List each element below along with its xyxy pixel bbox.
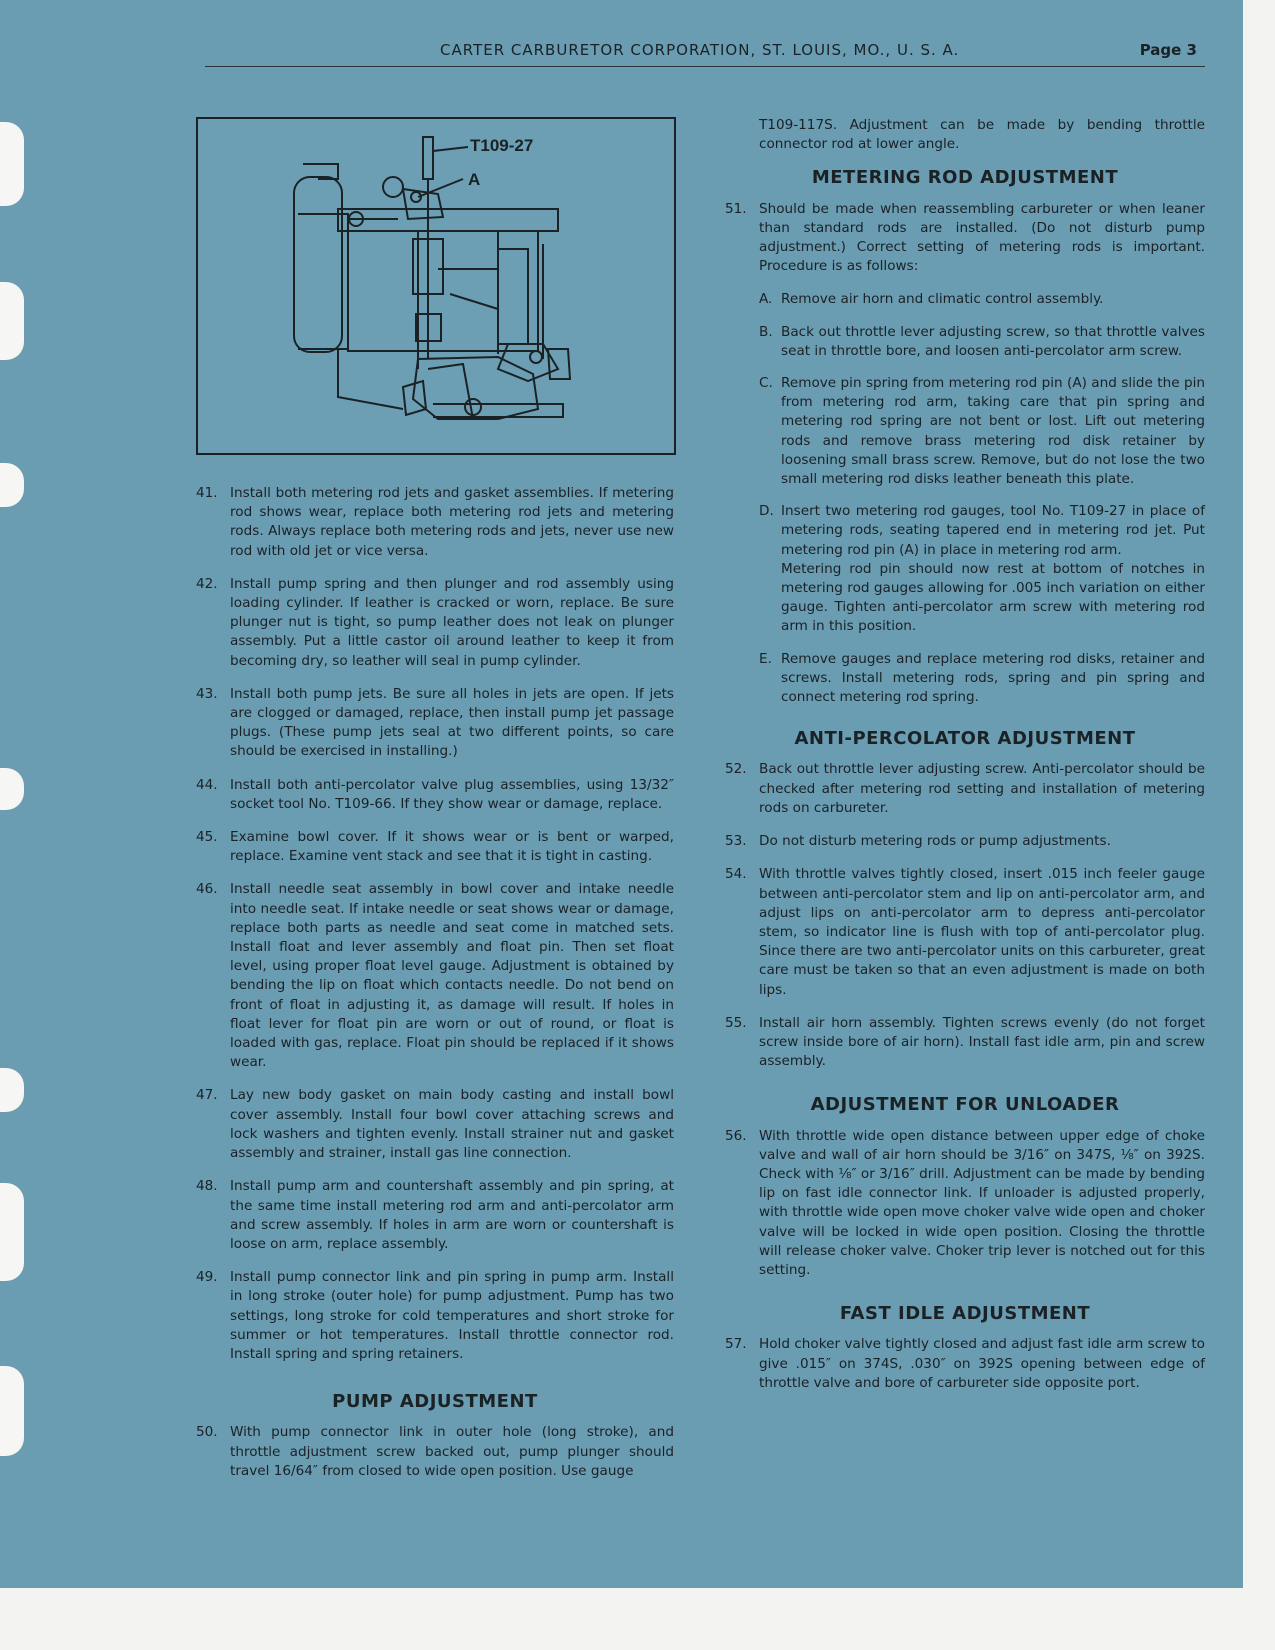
header-title: CARTER CARBURETOR CORPORATION, ST. LOUIS, MO., U. S. A.	[440, 41, 960, 59]
item-text: Install pump spring and then plunger and rod assembly using loading cylinder. If leather is cracked or worn, replace. Be sure plunger nut is tight, so pump leather does not leak on plunger assembly. Put a little castor oil around leather to keep it from becoming dry, so leather will seal in pump cylinder.	[230, 575, 674, 669]
item-number: 57.	[725, 1336, 747, 1353]
step-letter: E.	[759, 650, 772, 667]
item-text: Install pump arm and countershaft assembly and pin spring, at the same time install metering rod arm and anti-percolator arm and screw assembly. If holes in arm are worn or countershaft is loose on arm, replace assembly.	[230, 1178, 674, 1252]
binder-hole	[0, 1068, 24, 1112]
binder-hole	[0, 1183, 24, 1281]
item-text: With throttle wide open distance between upper edge of choke valve and wall of air horn should be 3/16″ on 347S, ⅛″ on 392S. Check with ⅛″ or 3/16″ drill. Adjustment can be made by bending lip on fast idle connector link. If unloader is adjusted properly, with throttle wide open move choker valve wide open and choker valve will be locked in wide open position. Closing the throttle will release choker valve. Choker trip lever is notched out for this setting.	[759, 1127, 1205, 1278]
binder-hole	[0, 463, 24, 507]
step-text: Remove air horn and climatic control assembly.	[781, 291, 1104, 308]
procedure-step	[725, 323, 1205, 361]
item-number: 43.	[196, 685, 218, 702]
item-number: 54.	[725, 866, 747, 883]
item-text: With throttle valves tightly closed, insert .015 inch feeler gauge between anti-percolator stem and lip on anti-percolator arm, and adjust lips on anti-percolator arm to depress anti-percolator stem, so indicator line is flush with top of anti-percolator plug. Since there are two anti-percolator units on this carbureter, great care must be taken so that an even adjustment is made on both lips.	[759, 866, 1205, 998]
continued-text: T109-117S. Adjustment can be made by bending throttle connector rod at lower angle.	[759, 117, 1205, 153]
binder-hole	[0, 768, 24, 810]
left-column	[196, 484, 674, 1495]
step-letter: C.	[759, 375, 773, 392]
figure-label-a: A	[468, 170, 481, 189]
item-number: 55.	[725, 1014, 747, 1031]
figure-label-tool: T109-27	[470, 136, 534, 155]
instruction-item	[725, 1335, 1205, 1393]
instruction-item	[725, 865, 1205, 999]
instruction-item	[196, 828, 674, 866]
page-header	[205, 38, 1205, 67]
step-note: Metering rod pin should now rest at bottom of notches in metering rod gauges allowing for .005 inch variation on either gauge. Tighten anti-percolator arm screw with metering rod arm in this position.	[781, 560, 1205, 635]
step-letter: A.	[759, 291, 773, 308]
step-text: Insert two metering rod gauges, tool No. T109-27 in place of metering rods, seating tapered end in metering rod jet. Put metering rod pin (A) in place in metering rod arm.	[781, 503, 1205, 558]
item-text: With pump connector link in outer hole (long stroke), and throttle adjustment screw backed out, pump plunger should travel 16/64″ from closed to wide open position. Use gauge	[230, 1424, 674, 1479]
binder-hole	[0, 122, 24, 206]
instruction-item	[725, 200, 1205, 277]
item-text: Back out throttle lever adjusting screw. Anti-percolator should be checked after metering rod setting and installation of metering rods on carbureter.	[759, 761, 1205, 816]
instruction-item	[725, 832, 1205, 851]
item-text: Install air horn assembly. Tighten screws evenly (do not forget screw inside bore of air horn). Install fast idle arm, pin and screw assembly.	[759, 1014, 1205, 1070]
right-column	[725, 116, 1205, 1407]
item-number: 42.	[196, 575, 218, 592]
item-text: Examine bowl cover. If it shows wear or is bent or warped, replace. Examine vent stack and see that it is tight in casting.	[230, 829, 674, 865]
item-text: Install both pump jets. Be sure all holes in jets are open. If jets are clogged or damaged, replace, then install pump jet passage plugs. (These pump jets seal at two different points, so care should be exercised in installing.)	[230, 685, 674, 760]
item-number: 56.	[725, 1127, 747, 1144]
procedure-step	[725, 650, 1205, 708]
instruction-item	[196, 1268, 674, 1364]
procedure-step	[725, 502, 1205, 636]
instruction-item	[196, 1423, 674, 1481]
step-text: Back out throttle lever adjusting screw, so that throttle valves seat in throttle bore, and loosen anti-percolator arm screw.	[781, 323, 1205, 359]
item-number: 41.	[196, 485, 218, 501]
item-text: Install pump connector link and pin spring in pump arm. Install in long stroke (outer hole) for pump adjustment. Pump has two settings, long stroke for cold temperatures and short stroke for summer or hot temperatures. Install throttle connector rod. Install spring and spring retainers.	[230, 1269, 674, 1362]
unloader-heading: ADJUSTMENT FOR UNLOADER	[810, 1094, 1120, 1116]
item-text: Lay new body gasket on main body casting and install bowl cover assembly. Install four bowl cover attaching screws and lock washers and tighten evenly. Install strainer nut and gasket assembly and strainer, install gas line connection.	[230, 1087, 674, 1162]
item-number: 49.	[196, 1269, 218, 1286]
binder-hole	[0, 282, 24, 360]
step-text: Remove pin spring from metering rod pin (A) and slide the pin from metering rod arm, taking care that pin spring and metering rod spring are not bent or lost. Lift out metering rods and remove brass metering rod disk retainer by loosening small brass screw. Remove, but do not lose the two small metering rod disks leather beneath this plate.	[781, 375, 1205, 488]
metering-rod-heading: METERING ROD ADJUSTMENT	[811, 167, 1119, 189]
item-text: Should be made when reassembling carbureter or when leaner than standard rods are installed. (Do not disturb pump adjustment.) Correct setting of metering rods is important. Procedure is as follows:	[759, 200, 1205, 275]
instruction-item	[196, 1086, 674, 1163]
procedure-step	[725, 290, 1205, 309]
item-number: 45.	[196, 829, 218, 846]
fast-idle-heading: FAST IDLE ADJUSTMENT	[839, 1303, 1091, 1325]
step-text: Remove gauges and replace metering rod disks, retainer and screws. Install metering rods, spring and pin spring and connect metering rod spring.	[781, 650, 1205, 706]
instruction-item	[196, 1177, 674, 1254]
instruction-item	[196, 776, 674, 814]
item-text: Do not disturb metering rods or pump adjustments.	[759, 833, 1111, 850]
instruction-item	[725, 760, 1205, 818]
step-letter: B.	[759, 323, 773, 340]
item-number: 52.	[725, 761, 747, 778]
item-text: Install both metering rod jets and gasket assemblies. If metering rod shows wear, replace both metering rod jets and metering rods. Always replace both metering rods and jets, never use new rod with old jet or vice versa.	[230, 485, 674, 559]
item-text: Hold choker valve tightly closed and adjust fast idle arm screw to give .015″ on 374S, .030″ on 392S opening between edge of throttle valve and bore of carbureter side opposite port.	[759, 1336, 1205, 1391]
item-number: 48.	[196, 1178, 218, 1195]
item-text: Install needle seat assembly in bowl cover and intake needle into needle seat. If intake needle or seat shows wear or damage, replace both parts as needle and seat come in matched sets. Install float and lever assembly and float pin. Then set float level, using proper float level gauge. Adjustment is obtained by bending the lip on float which contacts needle. Do not bend on front of float in adjusting it, as damage will result. If holes in float lever for float pin are worn or out of round, or float is loaded with gas, replace. Float pin should be replaced if it shows wear.	[230, 881, 674, 1071]
procedure-step	[725, 374, 1205, 489]
item-text: Install both anti-percolator valve plug assemblies, using 13/32″ socket tool No. T109-66. If they show wear or damage, replace.	[230, 776, 674, 812]
instruction-item	[196, 880, 674, 1072]
left-item-list	[196, 484, 674, 1364]
item-number: 51.	[725, 200, 747, 217]
binder-hole	[0, 1366, 24, 1456]
item-number: 53.	[725, 833, 747, 850]
anti-percolator-heading: ANTI-PERCOLATOR ADJUSTMENT	[794, 728, 1136, 750]
instruction-item	[196, 685, 674, 762]
instruction-item	[725, 1014, 1205, 1072]
item-number: 47.	[196, 1087, 218, 1104]
pump-adjustment-heading: PUMP ADJUSTMENT	[332, 1391, 538, 1413]
carburetor-figure	[196, 117, 676, 455]
page-number: Page 3	[1139, 41, 1197, 59]
item-number: 44.	[196, 776, 218, 793]
item-number: 50.	[196, 1424, 218, 1441]
carburetor-illustration	[198, 119, 674, 453]
item-number: 46.	[196, 881, 218, 898]
instruction-item	[725, 1127, 1205, 1281]
instruction-item	[196, 484, 674, 561]
instruction-item	[196, 575, 674, 671]
step-letter: D.	[759, 503, 774, 520]
